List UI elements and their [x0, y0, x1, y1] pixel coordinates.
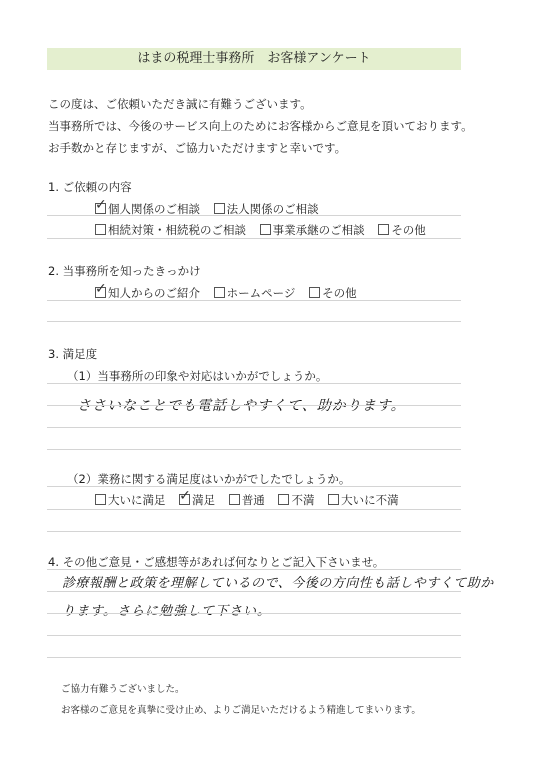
- q3-scale-options: [95, 488, 409, 508]
- q1-heading: 1. ご依頼の内容: [48, 180, 132, 194]
- q3-sub1: （1）当事務所の印象や対応はいかがでしょうか。: [67, 369, 328, 383]
- answer-line: [47, 383, 461, 384]
- check-mark-icon: ✓: [95, 197, 107, 213]
- answer-line: [47, 657, 461, 658]
- answer-line: [47, 591, 461, 592]
- scale-satisfied[interactable]: ✓ 満足: [179, 488, 216, 507]
- checkbox[interactable]: [214, 287, 225, 298]
- answer-line: [47, 486, 461, 487]
- q3-handwritten-answer: ささいなことでも電話しやすくて、助かります。: [77, 398, 406, 414]
- answer-line: [47, 509, 461, 510]
- intro-line-3: お手数かと存じますが、ご協力いただけますと幸いです。: [48, 141, 347, 155]
- answer-line: [47, 531, 461, 532]
- q1-option-individual[interactable]: ✓ 個人関係のご相談: [95, 197, 200, 216]
- scale-very-satisfied[interactable]: 大いに満足: [95, 492, 166, 508]
- q2-option-homepage[interactable]: ホームページ: [214, 285, 296, 301]
- answer-line: [47, 238, 461, 239]
- answer-line: [47, 635, 461, 636]
- q2-option-other[interactable]: その他: [309, 285, 357, 301]
- checkbox[interactable]: [378, 224, 389, 235]
- q3-heading: 3. 満足度: [48, 347, 98, 361]
- survey-title: はまの税理士事務所 お客様アンケート: [47, 48, 461, 70]
- scale-dissatisfied[interactable]: 不満: [278, 492, 314, 508]
- answer-line: [47, 300, 461, 301]
- checkbox[interactable]: [278, 494, 289, 505]
- checkbox[interactable]: [214, 203, 225, 214]
- answer-line: [47, 215, 461, 216]
- q2-option-referral[interactable]: ✓ 知人からのご紹介: [95, 281, 200, 300]
- answer-line: [47, 321, 461, 322]
- q1-option-other[interactable]: その他: [378, 222, 426, 238]
- answer-line: [47, 427, 461, 428]
- intro-line-1: この度は、ご依頼いただき誠に有難うございます。: [48, 97, 312, 111]
- answer-line: [47, 613, 461, 614]
- scale-neutral[interactable]: 普通: [229, 492, 265, 508]
- checkbox[interactable]: [95, 197, 107, 214]
- q1-options-row2: [95, 222, 436, 238]
- intro-line-2: 当事務所では、今後のサービス向上のためにお客様からご意見を頂いております。: [48, 119, 473, 133]
- scale-very-dissatisfied[interactable]: 大いに不満: [328, 492, 399, 508]
- answer-line: [47, 569, 461, 570]
- answer-line: [47, 449, 461, 450]
- q1-option-succession[interactable]: 事業承継のご相談: [260, 222, 365, 238]
- q3-sub2: （2）業務に関する満足度はいかがでしたでしょうか。: [67, 472, 351, 486]
- q4-handwritten-line-2: ります。さらに勉強して下さい。: [62, 604, 271, 619]
- check-mark-icon: ✓: [95, 281, 107, 297]
- q1-option-corporate[interactable]: 法人関係のご相談: [214, 201, 319, 217]
- answer-line: [47, 405, 461, 406]
- checkbox[interactable]: [260, 224, 271, 235]
- commitment-line: お客様のご意見を真摯に受け止め、よりご満足いただけるよう精進してまいります。: [61, 705, 421, 716]
- checkbox[interactable]: [179, 488, 191, 505]
- checkbox[interactable]: [95, 281, 107, 298]
- q4-handwritten-line-1: 診療報酬と政策を理解しているので、今後の方向性も話しやすくて助か: [62, 576, 494, 591]
- q2-heading: 2. 当事務所を知ったきっかけ: [48, 264, 201, 278]
- q2-options-row1: [95, 281, 367, 301]
- checkbox[interactable]: [95, 494, 106, 505]
- checkbox[interactable]: [95, 224, 106, 235]
- thanks-line: ご協力有難うございました。: [61, 684, 185, 695]
- q4-heading: 4. その他ご意見・ご感想等があれば何なりとご記入下さいませ。: [48, 555, 385, 569]
- checkbox[interactable]: [328, 494, 339, 505]
- checkbox[interactable]: [229, 494, 240, 505]
- check-mark-icon: ✓: [179, 488, 191, 504]
- q1-option-inheritance[interactable]: 相続対策・相続税のご相談: [95, 222, 246, 238]
- checkbox[interactable]: [309, 287, 320, 298]
